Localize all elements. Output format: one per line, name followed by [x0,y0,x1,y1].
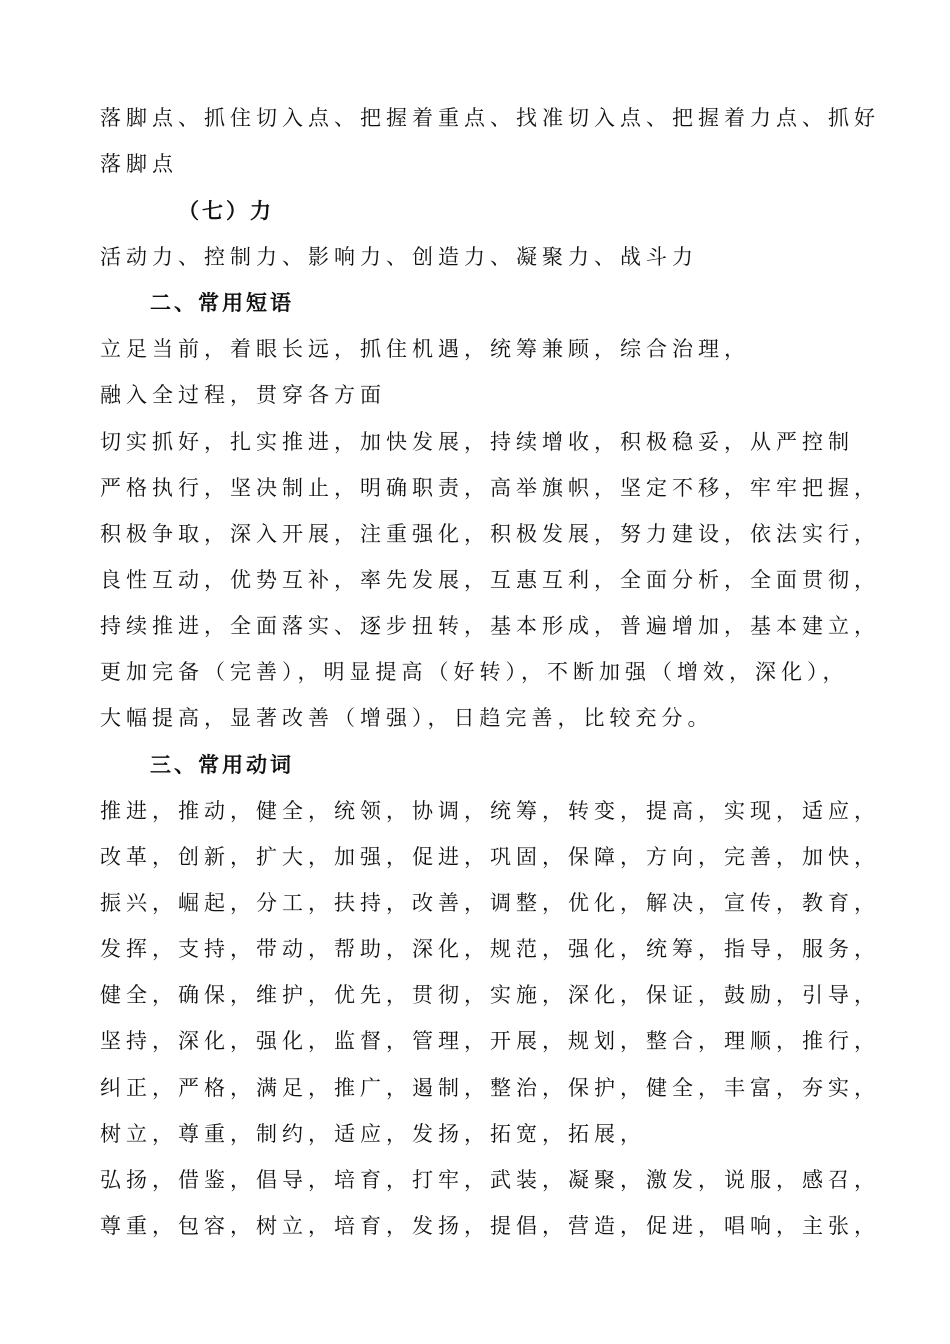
body-line: 纠正，严格，满足，推广，遏制，整治，保护，健全，丰富，夯实， [100,1076,880,1100]
body-line: 振兴，崛起，分工，扶持，改善，调整，优化，解决，宣传，教育， [100,891,880,915]
body-line: 严格执行，坚决制止，明确职责，高举旗帜，坚定不移，牢牢把握， [100,476,880,500]
body-line: 落脚点 [100,152,178,176]
body-line: 健全，确保，维护，优先，贯彻，实施，深化，保证，鼓励，引导， [100,983,880,1007]
body-line: 活动力、控制力、影响力、创造力、凝聚力、战斗力 [100,245,698,269]
body-line: 持续推进，全面落实、逐步扭转，基本形成，普遍增加，基本建立， [100,614,880,638]
section-heading-verbs: 三、常用动词 [150,753,294,777]
body-line: 切实抓好，扎实推进，加快发展，持续增收，积极稳妥，从严控制 [100,430,854,454]
body-line: 融入全过程，贯穿各方面 [100,383,386,407]
body-line: 落脚点、抓住切入点、把握着重点、找准切入点、把握着力点、抓好 [100,106,880,130]
body-line: 弘扬，借鉴，倡导，培育，打牢，武装，凝聚，激发，说服，感召， [100,1168,880,1192]
body-line: 积极争取，深入开展，注重强化，积极发展，努力建设，依法实行， [100,522,880,546]
body-line: 发挥，支持，带动，帮助，深化，规范，强化，统筹，指导，服务， [100,937,880,961]
body-line: 推进，推动，健全，统领，协调，统筹，转变，提高，实现，适应， [100,799,880,823]
subheading-force: （七）力 [178,199,274,223]
body-line: 尊重，包容，树立，培育，发扬，提倡，营造，促进，唱响，主张， [100,1214,880,1238]
body-line: 树立，尊重，制约，适应，发扬，拓宽，拓展， [100,1122,646,1146]
body-line: 改革，创新，扩大，加强，促进，巩固，保障，方向，完善，加快， [100,845,880,869]
section-heading-phrases: 二、常用短语 [150,291,294,315]
body-line: 大幅提高，显著改善（增强），日趋完善，比较充分。 [100,706,714,730]
body-line: 良性互动，优势互补，率先发展，互惠互利，全面分析，全面贯彻， [100,568,880,592]
body-line: 坚持，深化，强化，监督，管理，开展，规划，整合，理顺，推行， [100,1029,880,1053]
body-line: 更加完备（完善），明显提高（好转），不断加强（增效，深化）， [100,660,849,684]
body-line: 立足当前，着眼长远，抓住机遇，统筹兼顾，综合治理， [100,337,750,361]
